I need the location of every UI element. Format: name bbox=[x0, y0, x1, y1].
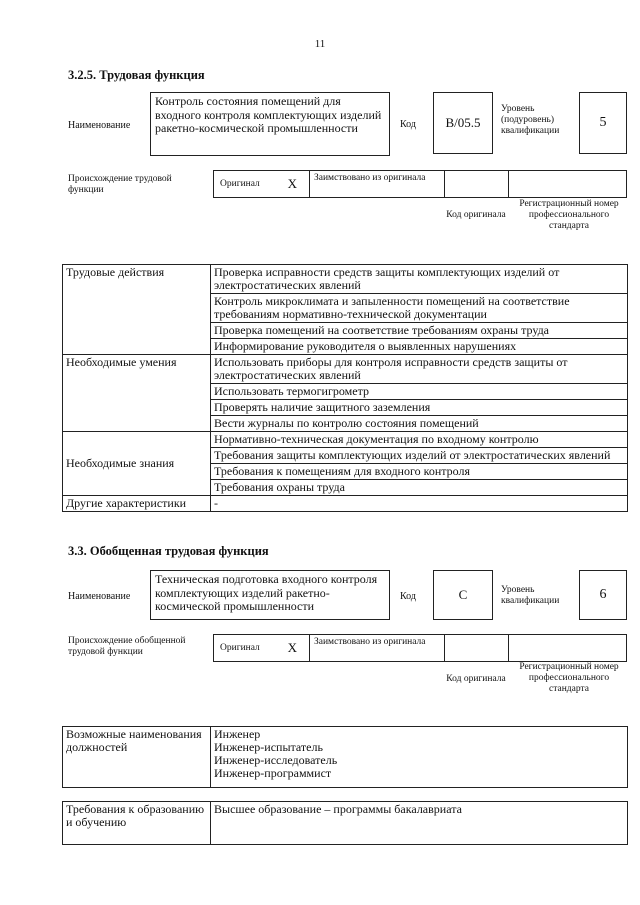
original-mark: X bbox=[287, 176, 297, 191]
registration-caption: Регистрационный номер профессионального стандарта bbox=[519, 662, 619, 694]
original-label: Оригинал bbox=[220, 642, 260, 653]
table-row bbox=[63, 727, 628, 788]
level-box: 6 bbox=[579, 570, 627, 620]
name-label: Наименование bbox=[68, 120, 131, 131]
registration-caption: Регистрационный номер профессионального стандарта bbox=[519, 199, 619, 231]
labor-function-table bbox=[62, 264, 628, 512]
table-cell: Проверка помещений на соответствие требованиям охраны труда bbox=[211, 323, 628, 339]
generalized-function-name-box: Техническая подготовка входного контроля комплектующих изделий ракетно-космической промышленности bbox=[150, 570, 390, 620]
function-name-box: Контроль состояния помещений для входного контроля комплектующих изделий ракетно-космической промышленности bbox=[150, 92, 390, 156]
table-row bbox=[63, 496, 628, 512]
page-number: 11 bbox=[314, 38, 326, 50]
table-row bbox=[63, 355, 628, 384]
table-cell: Требования охраны труда bbox=[211, 480, 628, 496]
row-label-other: Другие характеристики bbox=[63, 496, 211, 512]
table-row bbox=[63, 432, 628, 448]
list-item: Инженер-программист bbox=[214, 766, 332, 780]
list-item: Инженер-испытатель bbox=[214, 740, 323, 754]
generalized-code-box: C bbox=[433, 570, 493, 620]
table-cell: Использовать термогигрометр bbox=[211, 384, 628, 400]
function-code-box: B/05.5 bbox=[433, 92, 493, 154]
table-cell: Требования защиты комплектующих изделий от электростатических явлений bbox=[211, 448, 628, 464]
origin-label: Происхождение трудовой функции bbox=[68, 174, 172, 195]
table-cell: - bbox=[211, 496, 628, 512]
code-label: Код bbox=[400, 591, 416, 602]
original-mark: X bbox=[287, 640, 297, 655]
list-item: Инженер bbox=[214, 727, 261, 741]
job-titles-table bbox=[62, 726, 628, 788]
education-table bbox=[62, 801, 628, 845]
table-cell: Нормативно-техническая документация по входному контролю bbox=[211, 432, 628, 448]
education-label: Требования к образованию и обучению bbox=[63, 802, 211, 845]
table-row bbox=[63, 265, 628, 294]
original-code-caption: Код оригинала bbox=[446, 210, 506, 220]
education-value: Высшее образование – программы бакалавриата bbox=[211, 802, 628, 845]
original-label: Оригинал bbox=[220, 178, 260, 189]
level-label: Уровень квалификации bbox=[501, 585, 560, 606]
original-cell bbox=[214, 635, 310, 661]
table-cell: Вести журналы по контролю состояния помещений bbox=[211, 416, 628, 432]
section-heading-3-2-5: 3.2.5. Трудовая функция bbox=[68, 68, 205, 82]
registration-number-cell bbox=[509, 171, 626, 197]
table-cell: Требования к помещениям для входного контроля bbox=[211, 464, 628, 480]
level-box: 5 bbox=[579, 92, 627, 154]
list-item: Инженер-исследователь bbox=[214, 753, 338, 767]
original-code-cell bbox=[445, 171, 509, 197]
table-cell: Информирование руководителя о выявленных нарушениях bbox=[211, 339, 628, 355]
code-label: Код bbox=[400, 119, 416, 130]
origin-row bbox=[213, 634, 627, 662]
table-row bbox=[63, 802, 628, 845]
original-code-cell bbox=[445, 635, 509, 661]
row-label-actions: Трудовые действия bbox=[63, 265, 211, 355]
original-cell bbox=[214, 171, 310, 197]
row-label-skills: Необходимые умения bbox=[63, 355, 211, 432]
registration-number-cell bbox=[509, 635, 626, 661]
borrowed-cell: Заимствовано из оригинала bbox=[310, 171, 445, 197]
level-label: Уровень (подуровень) квалификации bbox=[501, 104, 560, 136]
table-cell: Проверка исправности средств защиты комплектующих изделий от электростатических явлений bbox=[211, 265, 628, 294]
job-titles-list bbox=[211, 727, 628, 788]
origin-row bbox=[213, 170, 627, 198]
row-label-knowledge: Необходимые знания bbox=[63, 432, 211, 496]
original-code-caption: Код оригинала bbox=[446, 674, 506, 684]
table-cell: Контроль микроклимата и запыленности помещений на соответствие требованиям нормативно-технической документации bbox=[211, 294, 628, 323]
origin-label: Происхождение обобщенной трудовой функции bbox=[68, 636, 186, 657]
section-heading-3-3: 3.3. Обобщенная трудовая функция bbox=[68, 544, 269, 558]
borrowed-cell: Заимствовано из оригинала bbox=[310, 635, 445, 661]
table-cell: Использовать приборы для контроля исправности средств защиты от электростатических явлений bbox=[211, 355, 628, 384]
table-cell: Проверять наличие защитного заземления bbox=[211, 400, 628, 416]
name-label: Наименование bbox=[68, 591, 131, 602]
job-titles-label: Возможные наименования должностей bbox=[63, 727, 211, 788]
